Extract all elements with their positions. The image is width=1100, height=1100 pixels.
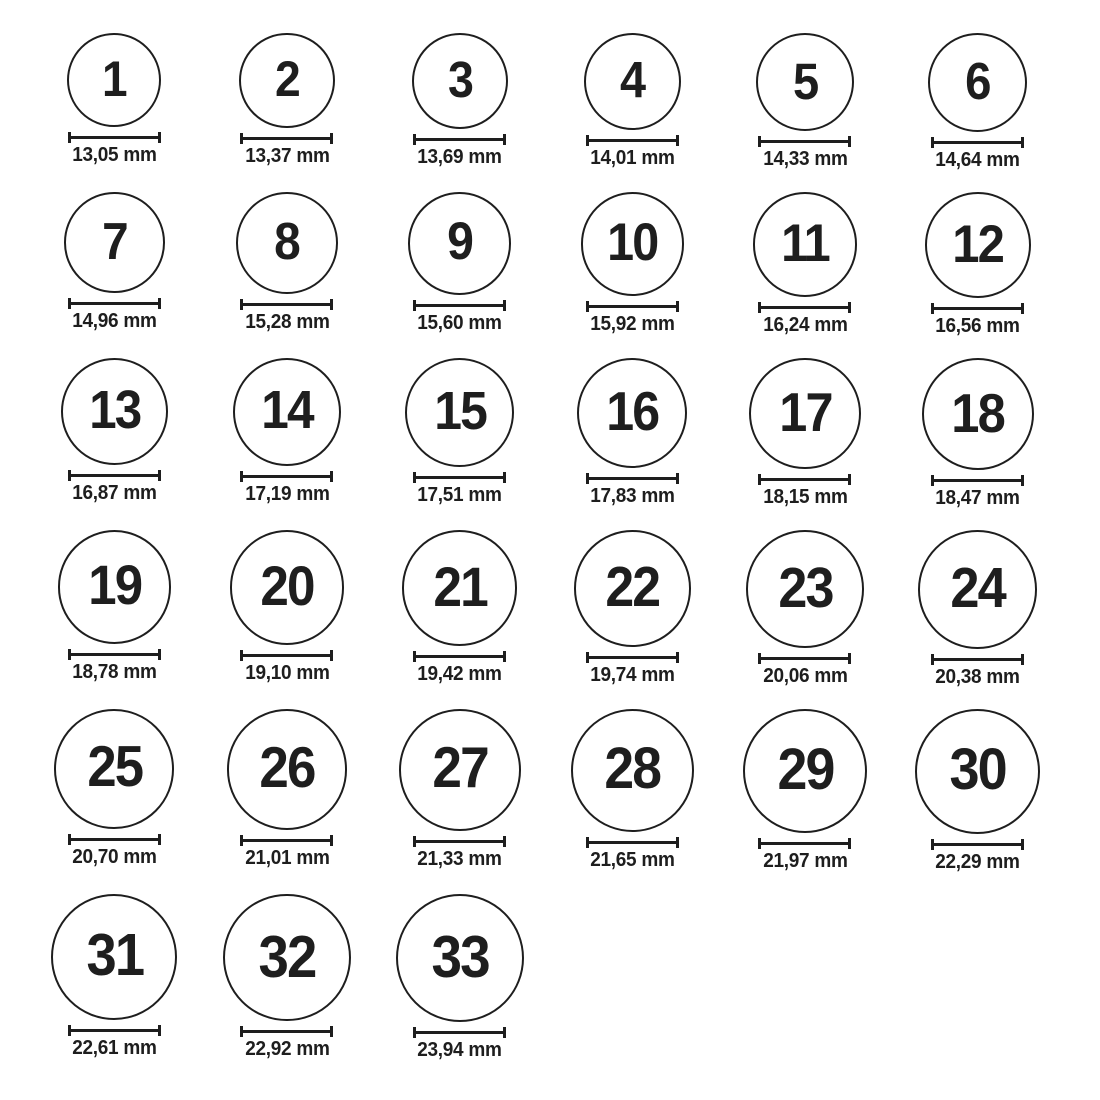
ring-size-number: 27 (431, 735, 488, 800)
measure-tick-right-icon (158, 834, 161, 845)
ring-size-item (233, 358, 341, 506)
ring-size-item (918, 530, 1037, 689)
ring-size-item (64, 192, 164, 332)
ring-size-item (577, 358, 687, 508)
ring-size-number: 20 (260, 554, 314, 617)
ring-circle (918, 530, 1037, 649)
measure-tick-left-icon (413, 472, 416, 483)
ring-size-number: 9 (447, 213, 473, 272)
measure-tick-left-icon (413, 836, 416, 847)
ring-size-number: 15 (433, 381, 486, 442)
ring-size-number: 32 (258, 922, 316, 990)
ring-size-item (928, 33, 1027, 172)
ring-circle (581, 192, 685, 296)
diameter-label: 20,38 mm (935, 665, 1020, 688)
measure-tick-right-icon (503, 134, 506, 145)
ring-size-item (743, 709, 867, 873)
diameter-measure-line (758, 478, 851, 481)
measure-tick-left-icon (240, 471, 243, 482)
measure-tick-left-icon (758, 136, 761, 147)
measure-tick-right-icon (1021, 137, 1024, 148)
measure-tick-left-icon (758, 653, 761, 664)
ring-size-number: 2 (275, 50, 299, 108)
measure-tick-right-icon (330, 299, 333, 310)
ring-size-number: 17 (778, 381, 832, 444)
diameter-measure-line (240, 839, 333, 842)
diameter-label: 14,96 mm (72, 309, 157, 332)
ring-size-item (915, 709, 1040, 874)
ring-size-item (223, 894, 350, 1061)
ring-circle (753, 192, 858, 297)
measure-tick-left-icon (931, 137, 934, 148)
measure-tick-right-icon (158, 1025, 161, 1036)
ring-size-item (399, 709, 521, 871)
diameter-label: 22,61 mm (72, 1036, 157, 1059)
diameter-measure-line (931, 843, 1024, 846)
ring-circle (915, 709, 1040, 834)
ring-size-number: 10 (607, 212, 658, 272)
diameter-label: 21,33 mm (417, 847, 502, 870)
diameter-measure-line (586, 139, 679, 142)
diameter-label: 17,83 mm (590, 485, 675, 508)
ring-circle (230, 530, 344, 644)
ring-size-number: 26 (259, 735, 315, 800)
diameter-measure-line (240, 1030, 333, 1033)
measure-tick-left-icon (240, 299, 243, 310)
ring-size-number: 5 (792, 52, 818, 110)
diameter-label: 19,74 mm (590, 663, 675, 686)
ring-size-number: 14 (261, 380, 313, 441)
ring-size-number: 11 (781, 214, 829, 274)
diameter-label: 13,05 mm (72, 144, 157, 166)
ring-size-item (58, 530, 171, 683)
diameter-label: 19,10 mm (244, 661, 330, 684)
ring-size-item (749, 358, 860, 509)
measure-tick-right-icon (1021, 654, 1024, 665)
diameter-measure-line (413, 476, 506, 479)
diameter-measure-line (586, 656, 679, 659)
diameter-measure-line (586, 477, 679, 480)
diameter-measure-line (240, 475, 333, 478)
ring-size-number: 29 (776, 736, 834, 802)
diameter-measure-line (68, 1029, 161, 1032)
diameter-measure-line (68, 838, 161, 841)
measure-tick-left-icon (68, 834, 71, 845)
ring-size-item (922, 358, 1034, 510)
ring-size-number: 22 (605, 555, 660, 619)
measure-tick-right-icon (503, 651, 506, 662)
diameter-measure-line (413, 138, 506, 141)
diameter-label: 20,70 mm (72, 845, 157, 868)
ring-size-number: 25 (86, 735, 142, 800)
ring-circle (399, 709, 521, 831)
measure-tick-right-icon (848, 474, 851, 485)
measure-tick-left-icon (586, 473, 589, 484)
diameter-label: 15,92 mm (590, 312, 675, 335)
ring-size-item (584, 33, 681, 170)
ring-size-number: 7 (101, 211, 127, 270)
measure-tick-right-icon (503, 836, 506, 847)
measure-tick-right-icon (676, 135, 679, 146)
measure-tick-left-icon (413, 134, 416, 145)
diameter-measure-line (68, 302, 161, 305)
measure-tick-right-icon (848, 302, 851, 313)
ring-size-number: 21 (432, 554, 487, 618)
ring-size-number: 31 (85, 922, 143, 989)
ring-size-item (227, 709, 348, 870)
measure-tick-right-icon (676, 837, 679, 848)
diameter-label: 14,64 mm (935, 149, 1020, 172)
ring-size-item (408, 192, 511, 335)
ring-circle (925, 192, 1031, 298)
diameter-measure-line (413, 304, 506, 307)
ring-size-item (412, 33, 508, 169)
measure-tick-right-icon (330, 1026, 333, 1037)
ring-size-number: 23 (777, 555, 833, 619)
ring-size-item (51, 894, 177, 1060)
diameter-label: 21,97 mm (762, 849, 848, 872)
ring-size-item (239, 33, 334, 168)
ring-size-item (236, 192, 338, 334)
measure-tick-left-icon (68, 298, 71, 309)
diameter-measure-line (758, 842, 851, 845)
measure-tick-right-icon (158, 470, 161, 481)
diameter-label: 21,01 mm (244, 846, 330, 869)
diameter-label: 17,51 mm (417, 484, 502, 507)
diameter-label: 16,24 mm (762, 313, 848, 336)
measure-tick-right-icon (330, 471, 333, 482)
diameter-label: 23,94 mm (417, 1039, 502, 1062)
ring-size-item (756, 33, 854, 171)
ring-circle (743, 709, 867, 833)
measure-tick-right-icon (503, 1027, 506, 1038)
diameter-measure-line (413, 840, 506, 843)
ring-size-item (402, 530, 517, 685)
ring-size-item (753, 192, 858, 337)
diameter-label: 21,65 mm (590, 848, 675, 871)
ring-circle (239, 33, 334, 128)
diameter-label: 20,06 mm (762, 664, 848, 687)
measure-tick-right-icon (848, 838, 851, 849)
ring-size-number: 18 (951, 381, 1005, 444)
diameter-label: 22,92 mm (244, 1038, 330, 1061)
measure-tick-left-icon (413, 300, 416, 311)
diameter-label: 14,01 mm (590, 147, 675, 170)
measure-tick-right-icon (676, 301, 679, 312)
measure-tick-left-icon (758, 474, 761, 485)
diameter-measure-line (240, 654, 333, 657)
ring-circle (756, 33, 854, 131)
ring-circle (223, 894, 350, 1021)
diameter-label: 17,19 mm (244, 482, 330, 505)
diameter-measure-line (586, 305, 679, 308)
diameter-measure-line (758, 306, 851, 309)
ring-size-item (571, 709, 694, 872)
ring-size-item (54, 709, 174, 869)
ring-circle (571, 709, 694, 832)
diameter-measure-line (931, 658, 1024, 661)
diameter-measure-line (931, 479, 1024, 482)
ring-circle (67, 33, 161, 127)
ring-circle (749, 358, 860, 469)
measure-tick-right-icon (676, 473, 679, 484)
diameter-measure-line (586, 841, 679, 844)
ring-size-number: 3 (447, 50, 472, 108)
ring-size-item (746, 530, 864, 688)
ring-size-number: 4 (620, 51, 645, 109)
measure-tick-left-icon (68, 470, 71, 481)
ring-size-item (574, 530, 691, 687)
diameter-label: 15,28 mm (244, 310, 330, 333)
measure-tick-right-icon (158, 132, 161, 143)
diameter-measure-line (931, 307, 1024, 310)
measure-tick-right-icon (848, 653, 851, 664)
diameter-measure-line (758, 140, 851, 143)
ring-circle (51, 894, 177, 1020)
measure-tick-left-icon (240, 650, 243, 661)
ring-circle (928, 33, 1027, 132)
measure-tick-right-icon (330, 835, 333, 846)
ring-circle (412, 33, 508, 129)
ring-circle (236, 192, 338, 294)
diameter-label: 15,60 mm (417, 311, 502, 334)
measure-tick-right-icon (158, 649, 161, 660)
measure-tick-left-icon (586, 652, 589, 663)
measure-tick-right-icon (848, 136, 851, 147)
diameter-label: 22,29 mm (935, 850, 1020, 873)
measure-tick-left-icon (931, 303, 934, 314)
diameter-label: 18,78 mm (72, 660, 157, 683)
measure-tick-right-icon (503, 472, 506, 483)
diameter-label: 19,42 mm (417, 662, 502, 685)
diameter-label: 16,87 mm (72, 481, 157, 504)
ring-circle (396, 894, 524, 1022)
measure-tick-right-icon (1021, 475, 1024, 486)
ring-size-item (230, 530, 344, 684)
measure-tick-left-icon (68, 1025, 71, 1036)
diameter-label: 13,69 mm (417, 146, 502, 169)
ring-size-number: 12 (952, 214, 1004, 274)
diameter-measure-line (931, 141, 1024, 144)
diameter-measure-line (413, 655, 506, 658)
measure-tick-right-icon (503, 300, 506, 311)
measure-tick-left-icon (413, 651, 416, 662)
measure-tick-left-icon (413, 1027, 416, 1038)
measure-tick-left-icon (240, 1026, 243, 1037)
ring-circle (54, 709, 174, 829)
diameter-measure-line (413, 1031, 506, 1034)
measure-tick-left-icon (68, 132, 71, 143)
measure-tick-left-icon (758, 838, 761, 849)
measure-tick-left-icon (240, 835, 243, 846)
ring-size-item (67, 33, 161, 167)
diameter-label: 18,47 mm (935, 487, 1020, 510)
measure-tick-left-icon (931, 475, 934, 486)
measure-tick-left-icon (586, 135, 589, 146)
ring-size-item (925, 192, 1031, 338)
ring-size-item (405, 358, 514, 507)
measure-tick-right-icon (330, 650, 333, 661)
measure-tick-left-icon (931, 839, 934, 850)
ring-size-number: 33 (430, 923, 489, 991)
ring-size-number: 24 (950, 556, 1005, 621)
measure-tick-right-icon (330, 133, 333, 144)
measure-tick-left-icon (931, 654, 934, 665)
ring-size-item (61, 358, 168, 505)
diameter-measure-line (758, 657, 851, 660)
ring-circle (746, 530, 864, 648)
ring-size-number: 19 (87, 554, 141, 617)
measure-tick-left-icon (758, 302, 761, 313)
ring-circle (402, 530, 517, 645)
ring-circle (922, 358, 1034, 470)
diameter-measure-line (68, 136, 161, 139)
ring-circle (577, 358, 687, 468)
ring-circle (227, 709, 348, 830)
ring-circle (584, 33, 681, 130)
ring-size-number: 8 (274, 213, 300, 271)
ring-size-number: 28 (604, 736, 661, 802)
ring-size-number: 30 (949, 737, 1006, 803)
diameter-measure-line (68, 653, 161, 656)
diameter-label: 18,15 mm (762, 486, 848, 509)
ring-size-item (396, 894, 524, 1062)
measure-tick-left-icon (240, 133, 243, 144)
ring-size-number: 16 (606, 380, 659, 442)
ring-circle (408, 192, 511, 295)
diameter-label: 16,56 mm (935, 315, 1020, 338)
diameter-label: 14,33 mm (762, 148, 848, 171)
diameter-label: 13,37 mm (244, 145, 330, 168)
measure-tick-left-icon (68, 649, 71, 660)
ring-size-number: 13 (88, 379, 140, 440)
measure-tick-right-icon (1021, 839, 1024, 850)
ring-circle (405, 358, 514, 467)
ring-circle (574, 530, 691, 647)
measure-tick-left-icon (586, 301, 589, 312)
ring-circle (233, 358, 341, 466)
ring-size-item (581, 192, 685, 336)
diameter-measure-line (240, 137, 333, 140)
diameter-measure-line (68, 474, 161, 477)
diameter-measure-line (240, 303, 333, 306)
measure-tick-left-icon (586, 837, 589, 848)
ring-circle (58, 530, 171, 643)
measure-tick-right-icon (1021, 303, 1024, 314)
ring-circle (61, 358, 168, 465)
measure-tick-right-icon (158, 298, 161, 309)
ring-size-number: 1 (102, 51, 127, 107)
ring-circle (64, 192, 164, 292)
ring-size-number: 6 (965, 51, 990, 110)
measure-tick-right-icon (676, 652, 679, 663)
